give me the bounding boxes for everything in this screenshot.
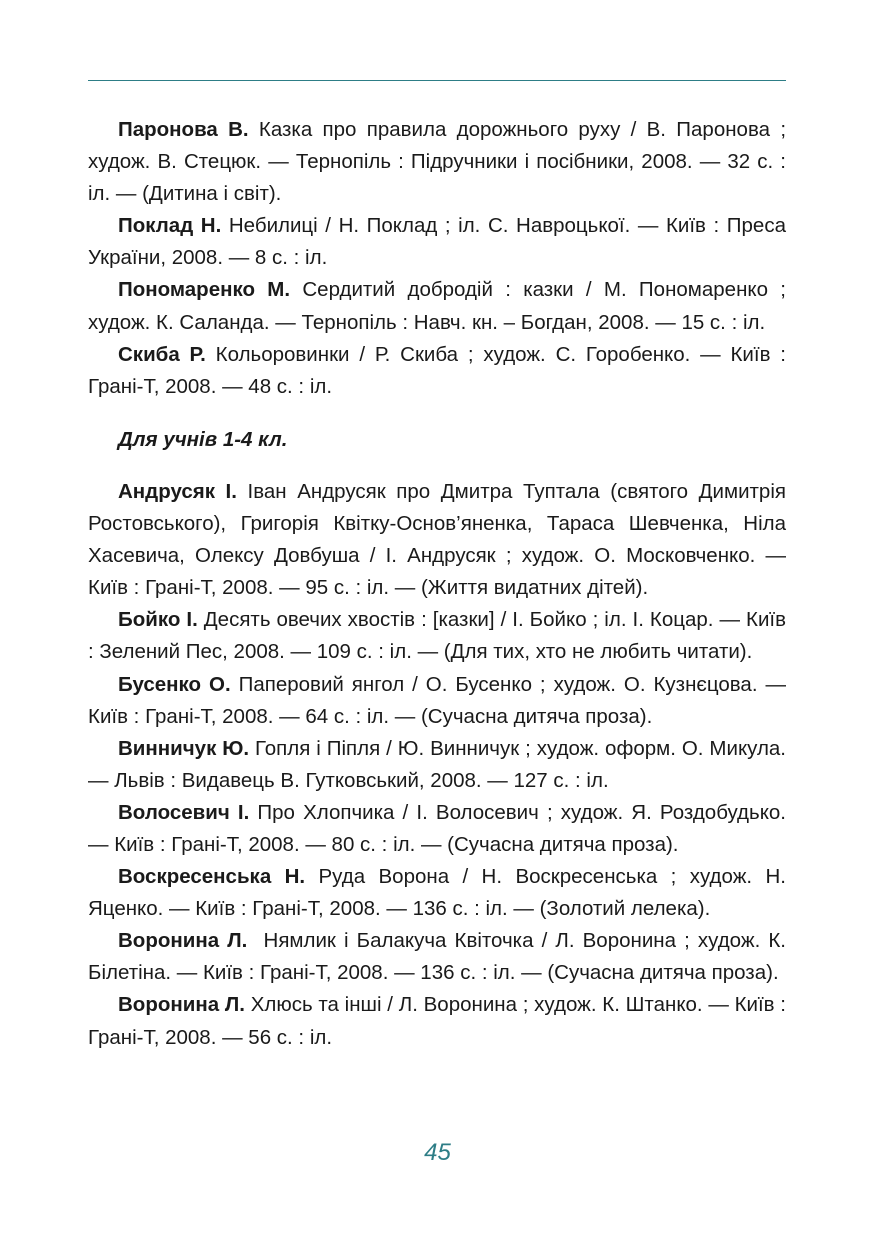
bibliography-entry [88,114,792,210]
bibliography-entry [88,476,792,604]
page-content [88,114,792,1054]
bibliography-entry [88,604,792,668]
entry-author: Поклад Н. [118,214,222,238]
entry-author: Бойко І. [118,608,198,632]
bibliography-entry [88,339,792,403]
entry-author: Андрусяк І. [118,479,237,503]
entry-author: Бусенко О. [118,672,231,696]
entry-author: Воскресенська Н. [118,865,306,889]
entry-text: Хлюсь та інші / Л. Воронина ; худож. К. Штанко. — Київ : Грані-Т, 2008. — 56 с. : іл. [88,993,792,1049]
bibliography-entry [88,861,792,925]
bibliography-entry [88,210,792,274]
entry-author: Скиба Р. [118,342,206,366]
entry-text: Іван Андрусяк про Дмитра Туптала (святого Димитрія Ростовського), Григорія Квітку-Основ’яненка, Тараса Шевченка, Ніла Хасевича, Олексу Довбуша / І. Андрусяк ; худож. О. Московченко. — Київ : Грані-Т, 2008. — 95 с. : іл. — (Життя видатних дітей). [88,479,792,600]
bibliography-entry [88,669,792,733]
entry-text: Кольоровинки / Р. Скиба ; худож. С. Горобенко. — Київ : Грані-Т, 2008. — 48 с. : іл. [88,342,792,398]
header-rule [88,80,786,81]
section-heading: Для учнів 1-4 кл. [118,427,288,451]
entry-text: Руда Ворона / Н. Воскресенська ; худож. Н. Яценко. — Київ : Грані-Т, 2008. — 136 с. : іл. — (Золотий лелека). [88,865,792,921]
entry-author: Воронина Л. [118,993,245,1017]
entry-author: Паронова В. [118,118,249,141]
entry-text: Нямлик і Балакуча Квіточка / Л. Воронина ; худож. К. Білетіна. — Київ : Грані-Т, 2008. — 136 с. : іл. — (Сучасна дитяча проза). [88,929,792,985]
bibliography-entry [88,733,792,797]
entry-text: Сердитий добродій : казки / М. Пономаренко ; худож. К. Саланда. — Тернопіль : Навч. кн. – Богдан, 2008. — 15 с. : іл. [88,278,792,334]
entry-text: Про Хлопчика / І. Волосевич ; худож. Я. Роздобудько. — Київ : Грані-Т, 2008. — 80 с. : іл. — (Сучасна дитяча проза). [88,800,792,856]
bibliography-entry [88,797,792,861]
bibliography-entry [88,989,792,1053]
entry-author: Винничук Ю. [118,736,250,760]
entry-text: Небилиці / Н. Поклад ; іл. С. Навроцької. — Київ : Преса України, 2008. — 8 с. : іл. [88,214,792,270]
entry-text: Паперовий янгол / О. Бусенко ; худож. О. Кузнєцова. — Київ : Грані-Т, 2008. — 64 с. : іл. — (Сучасна дитяча проза). [88,672,792,728]
entry-author: Пономаренко М. [118,278,291,302]
entry-text: Гопля і Піпля / Ю. Винничук ; худож. оформ. О. Микула. — Львів : Видавець В. Гутковський, 2008. — 127 с. : іл. [88,736,792,792]
entry-text: Десять овечих хвостів : [казки] / І. Бойко ; іл. І. Коцар. — Київ : Зелений Пес, 2008. — 109 с. : іл. — (Для тих, хто не любить читати). [88,608,792,664]
entry-text: Казка про правила дорожнього руху / В. Паронова ; худож. В. Стецюк. — Тернопіль : Підручники і посібники, 2008. — 32 с. : іл. — (Дитина і світ). [88,118,792,206]
bibliography-entry [88,925,792,989]
bibliography-entry [88,274,792,338]
page-number: 45 [424,1139,451,1166]
entry-author: Волосевич І. [118,800,250,824]
entry-author: Воронина Л. [118,929,248,953]
